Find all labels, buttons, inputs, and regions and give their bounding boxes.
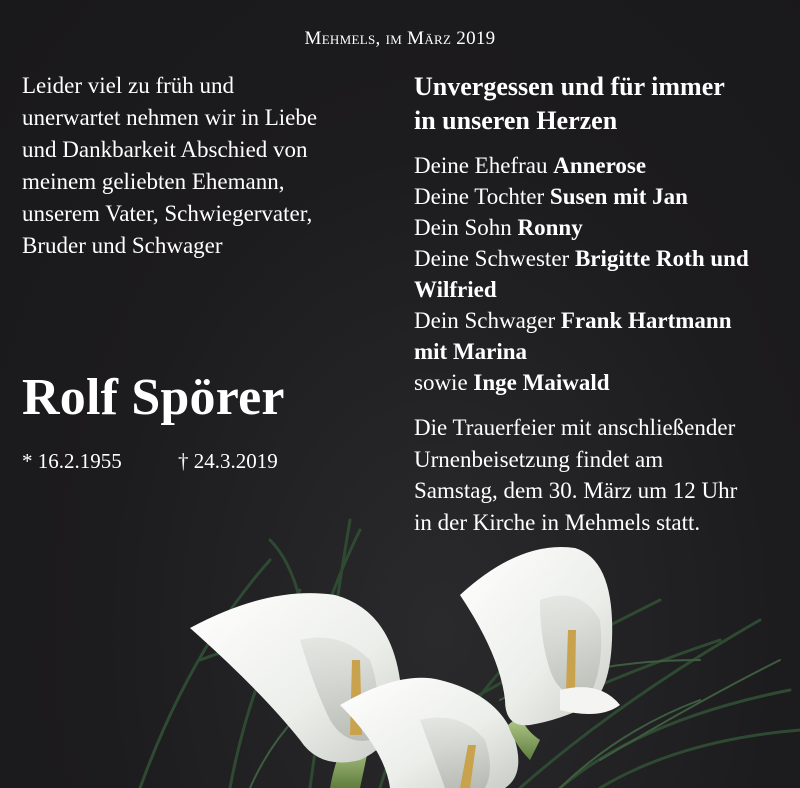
deceased-name: Rolf Spörer	[22, 369, 285, 426]
family-entry	[414, 181, 789, 212]
intro-line: unerwartet nehmen wir in Liebe	[22, 105, 318, 130]
service-line: Urnenbeisetzung findet am	[414, 446, 664, 472]
funeral-service-text	[414, 412, 789, 538]
lily-center	[340, 678, 518, 788]
heading-line: Unvergessen und für immer	[414, 72, 725, 101]
intro-line: unserem Vater, Schwiegervater,	[22, 201, 313, 226]
relation: Dein Sohn	[414, 215, 518, 240]
family-entry	[414, 367, 789, 398]
mourner-names: Ronny	[517, 215, 583, 240]
relation: Deine Tochter	[414, 184, 550, 209]
family-entry	[414, 274, 789, 305]
birth-date: * 16.2.1955	[22, 449, 122, 473]
family-entry	[414, 336, 789, 367]
family-entry	[414, 305, 789, 336]
mourners-column	[414, 70, 789, 538]
relation: sowie	[414, 370, 474, 395]
service-line: in der Kirche in Mehmels statt.	[414, 509, 701, 535]
mourner-names: Wilfried	[414, 277, 497, 302]
place-date: Mehmels, im März 2019	[304, 28, 496, 49]
mourner-names: Inge Maiwald	[473, 370, 610, 395]
intro-line: meinem geliebten Ehemann,	[22, 169, 285, 194]
mourner-names: mit Marina	[414, 339, 528, 364]
relation: Dein Schwager	[414, 308, 561, 333]
relation: Deine Ehefrau	[414, 153, 554, 178]
intro-text	[22, 70, 392, 262]
heading-line: in unseren Herzen	[414, 106, 618, 135]
intro-line: und Dankbarkeit Abschied von	[22, 137, 308, 162]
relation: Deine Schwester	[414, 246, 575, 271]
mourner-names: Susen mit Jan	[549, 184, 688, 209]
mourner-names: Brigitte Roth und	[574, 246, 749, 271]
family-list	[414, 150, 789, 398]
service-line: Samstag, dem 30. März um 12 Uhr	[414, 478, 738, 503]
intro-line: Bruder und Schwager	[22, 233, 223, 258]
intro-line: Leider viel zu früh und	[22, 73, 235, 98]
family-entry	[414, 212, 789, 243]
mourner-names: Annerose	[553, 153, 647, 178]
family-entry	[414, 243, 789, 274]
family-entry	[414, 150, 789, 181]
death-date: † 24.3.2019	[178, 449, 278, 473]
service-line: Die Trauerfeier mit anschließender	[414, 415, 736, 440]
remembrance-heading	[414, 70, 789, 138]
mourner-names: Frank Hartmann	[560, 308, 732, 333]
